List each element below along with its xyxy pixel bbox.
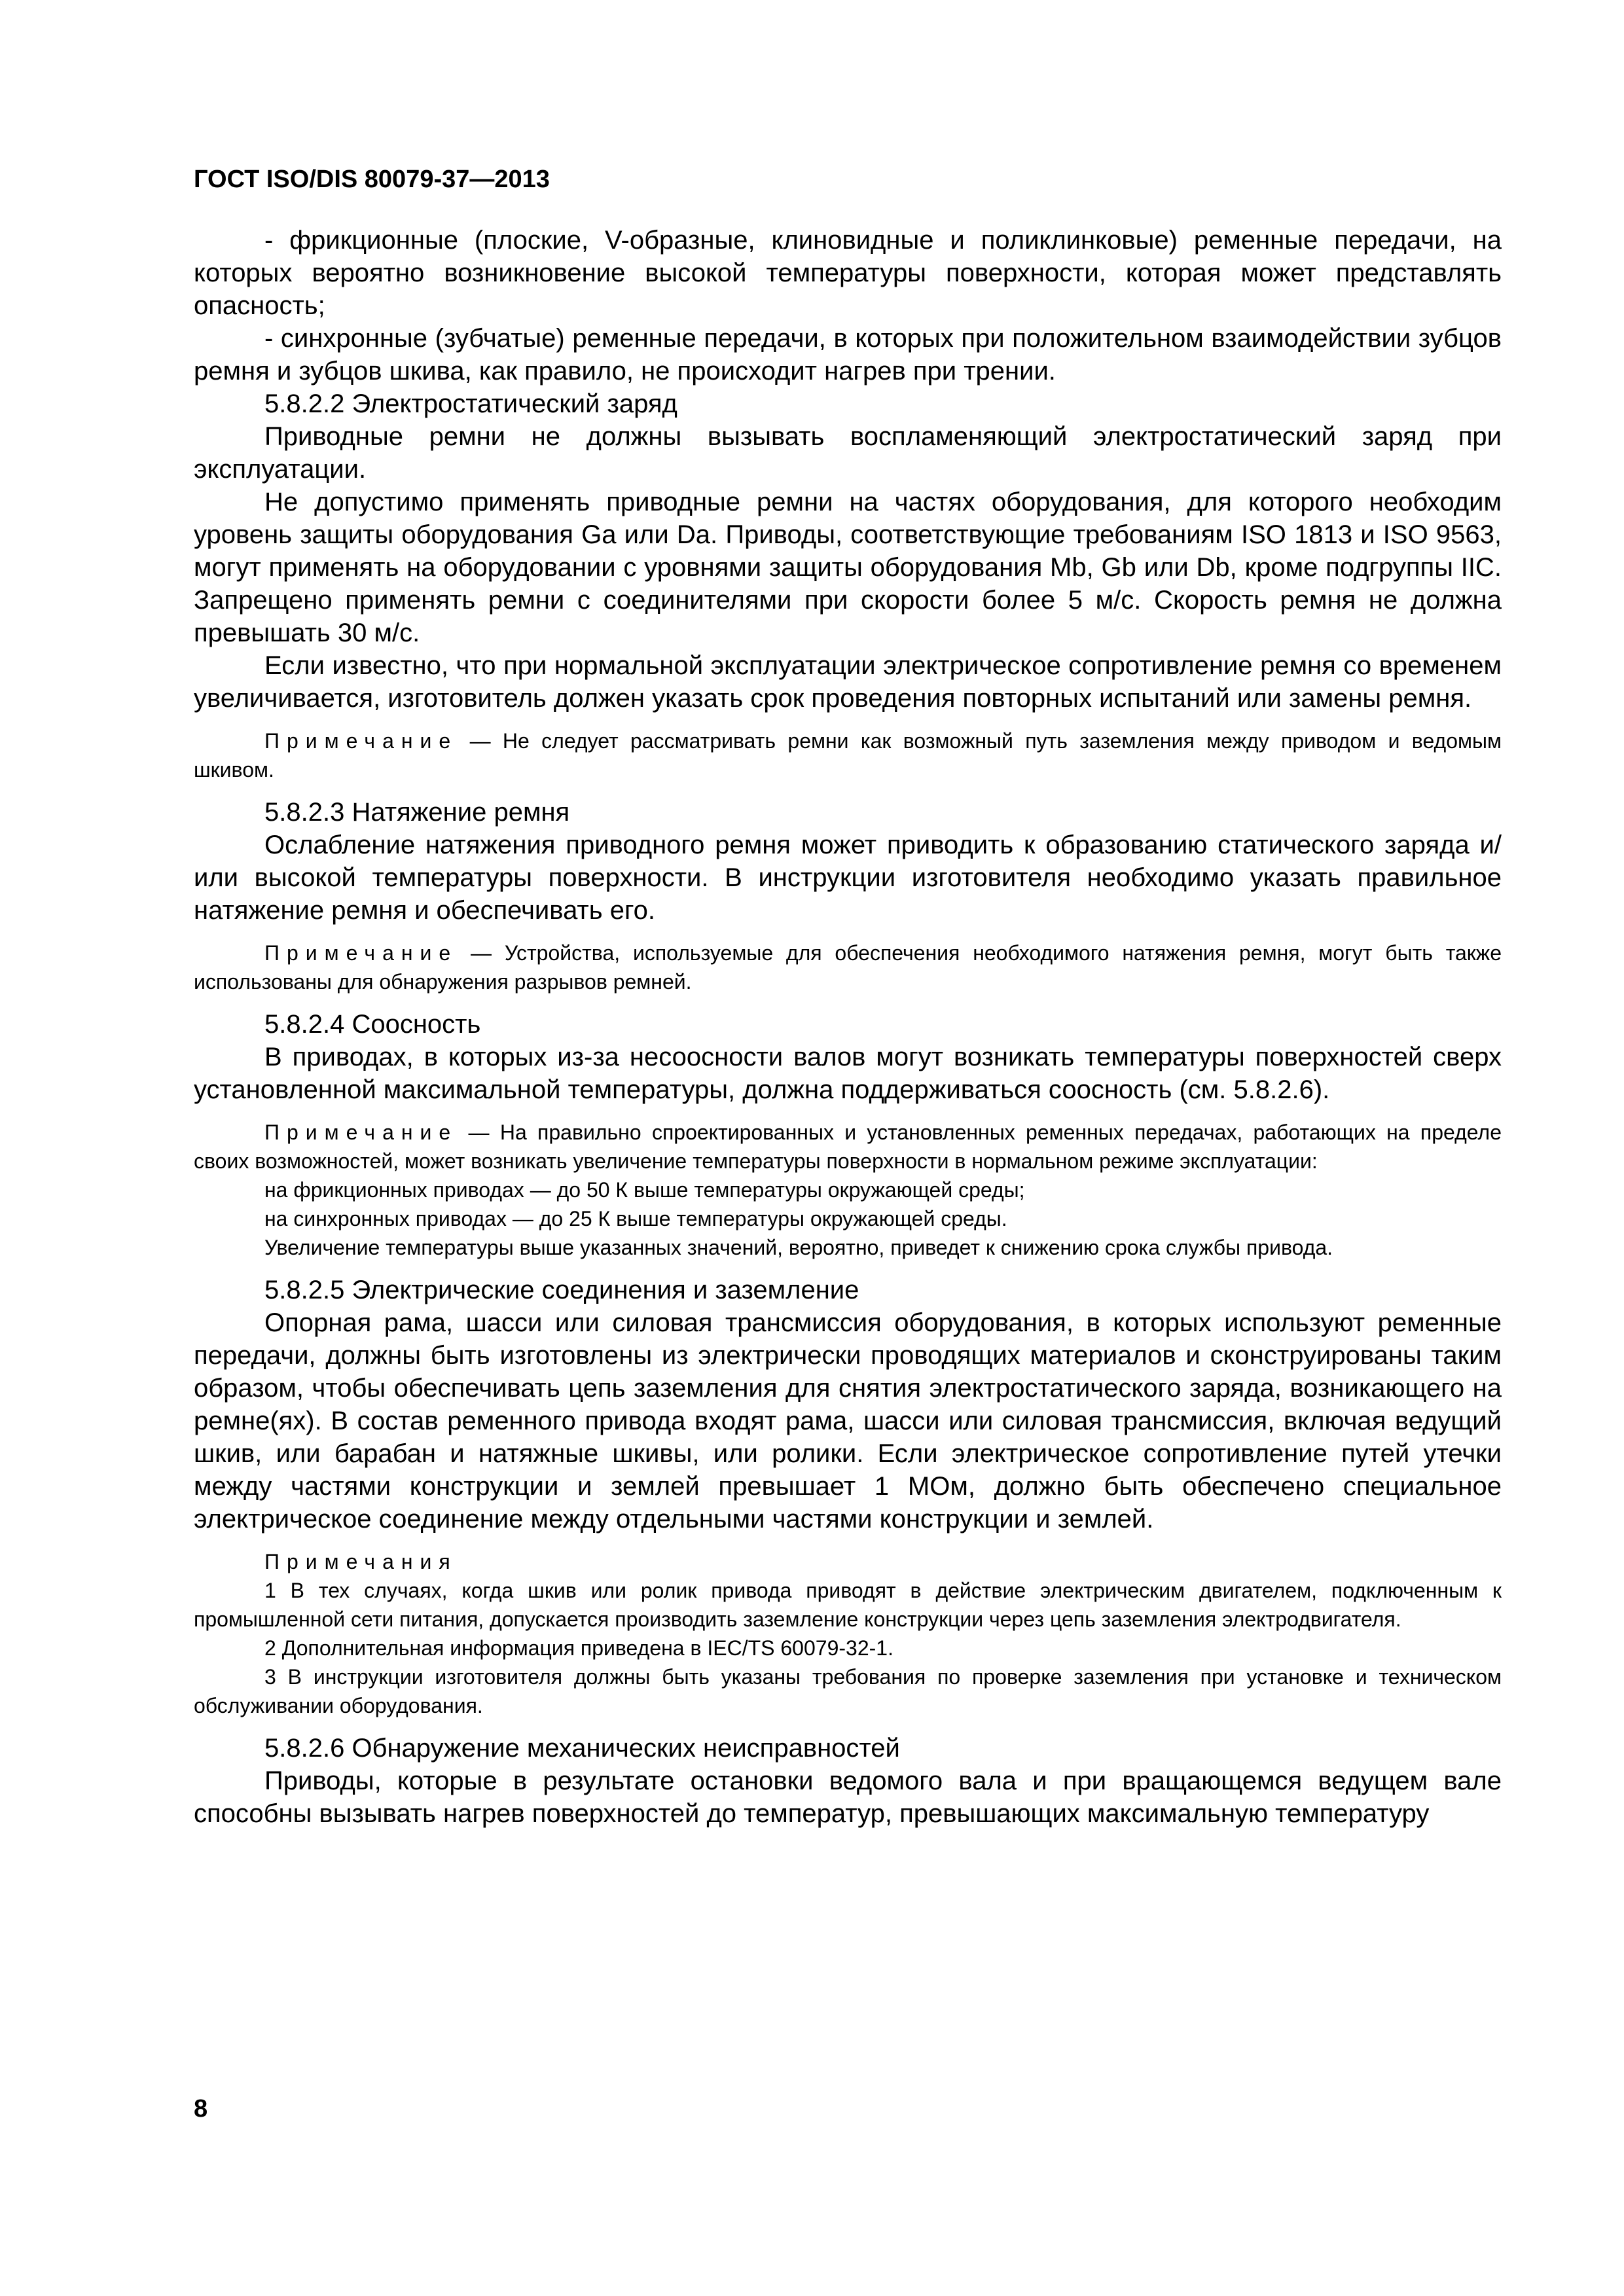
paragraph-5825-1: Опорная рама, шасси или силовая трансмиссия оборудования, в которых используют ременные передачи, должны быть изготовлены из электрически проводящих материалов и сконструированы таким образом, чтобы обеспечивать цепь заземления для снятия электростатического заряда, возникающего на ремне(ях). В состав ременного привода входят рама, шасси или силовая трансмиссия, включая ведущий шкив, или барабан и натяжные шкивы, или ролики. Если электрическое сопротивление путей утечки между частями конструкции и землей превышает 1 МОм, должно быть обеспечено специальное электрическое соединение между отдельными частями конструкции и землей. [194,1308,1502,1534]
note-5825-3: 3 В инструкции изготовителя должны быть указаны требования по проверке заземления при установке и техническом обслуживании оборудования. [194,1665,1502,1717]
document-body [194,224,1502,1830]
note-text: — На правильно спроектированных и установленных ременных передачах, работающих на пределе своих возможностей, может возникать увеличение температуры поверхности в нормальном режиме эксплуатации: [194,1121,1502,1173]
note-label: Примечание [264,941,458,965]
note-5825-2: 2 Дополнительная информация приведена в IEC/TS 60079-32-1. [264,1636,893,1660]
paragraph-5822-1: Приводные ремни не должны вызывать воспламеняющий электростатический заряд при эксплуатации. [194,422,1502,484]
notes-label: Примечания [264,1550,458,1573]
note-5824-line-friction: на фрикционных приводах — до 50 К выше температуры окружающей среды; [264,1178,1025,1202]
note-label: Примечание [264,729,458,753]
paragraph-5823-1: Ослабление натяжения приводного ремня может приводить к образованию статического заряда и/или высокой температуры поверхности. В инструкции изготовителя необходимо указать правильное натяжение ремня и обеспечивать его. [194,831,1502,925]
note-5822 [194,726,1502,784]
note-5824-line-increase: Увеличение температуры выше указанных значений, вероятно, приведет к снижению срока службы привода. [264,1236,1333,1259]
paragraph-synchronous-belts: - синхронные (зубчатые) ременные передачи, в которых при положительном взаимодействии зубцов ремня и зубцов шкива, как правило, не происходит нагрев при трении. [194,324,1502,386]
note-5824 [194,1118,1502,1175]
note-label: Примечание [264,1121,458,1144]
paragraph-5822-2: Не допустимо применять приводные ремни на частях оборудования, для которого необходим уровень защиты оборудования Ga или Da. Приводы, соответствующие требованиям ISO 1813 и ISO 9563, могут применять на оборудовании с уровнями защиты оборудования Mb, Gb или Db, кроме подгруппы IIC. Запрещено применять ремни с соединителями при скорости более 5 м/с. Скорость ремня не должна превышать 30 м/с. [194,488,1502,647]
document-header: ГОСТ ISO/DIS 80079-37—2013 [194,166,550,193]
paragraph-5822-3: Если известно, что при нормальной эксплуатации электрическое сопротивление ремня со временем увеличивается, изготовитель должен указать срок проведения повторных испытаний или замены ремня. [194,651,1502,713]
note-text: — Не следует рассматривать ремни как возможный путь заземления между приводом и ведомым шкивом. [194,729,1502,781]
paragraph-5826-1: Приводы, которые в результате остановки ведомого вала и при вращающемся ведущем вале способны вызывать нагрев поверхностей до температур, превышающих максимальную температуру [194,1767,1502,1828]
section-heading-5826: 5.8.2.6 Обнаружение механических неисправностей [264,1734,900,1763]
note-5824-line-synchronous: на синхронных приводах — до 25 К выше температуры окружающей среды. [264,1207,1007,1230]
note-5825-1: 1 В тех случаях, когда шкив или ролик привода приводят в действие электрическим двигателем, подключенным к промышленной сети питания, допускается производить заземление конструкции через цепь заземления электродвигателя. [194,1579,1502,1631]
notes-5825-label [194,1547,1502,1576]
section-heading-5823: 5.8.2.3 Натяжение ремня [264,798,570,827]
paragraph-5824-1: В приводах, в которых из-за несоосности валов могут возникать температуры поверхностей сверх установленной максимальной температуры, должна поддерживаться соосность (см. 5.8.2.6). [194,1043,1502,1104]
section-heading-5822: 5.8.2.2 Электростатический заряд [264,389,677,418]
paragraph-friction-belts: - фрикционные (плоские, V-образные, клиновидные и поликлинковые) ременные передачи, на которых вероятно возникновение высокой температуры поверхности, которая может представлять опасность; [194,226,1502,320]
note-5823 [194,939,1502,996]
section-heading-5824: 5.8.2.4 Соосность [264,1010,481,1039]
section-heading-5825: 5.8.2.5 Электрические соединения и заземление [264,1276,859,1304]
page-number: 8 [194,2095,208,2123]
note-text: — Устройства, используемые для обеспечения необходимого натяжения ремня, могут быть также использованы для обнаружения разрывов ремней. [194,941,1502,994]
